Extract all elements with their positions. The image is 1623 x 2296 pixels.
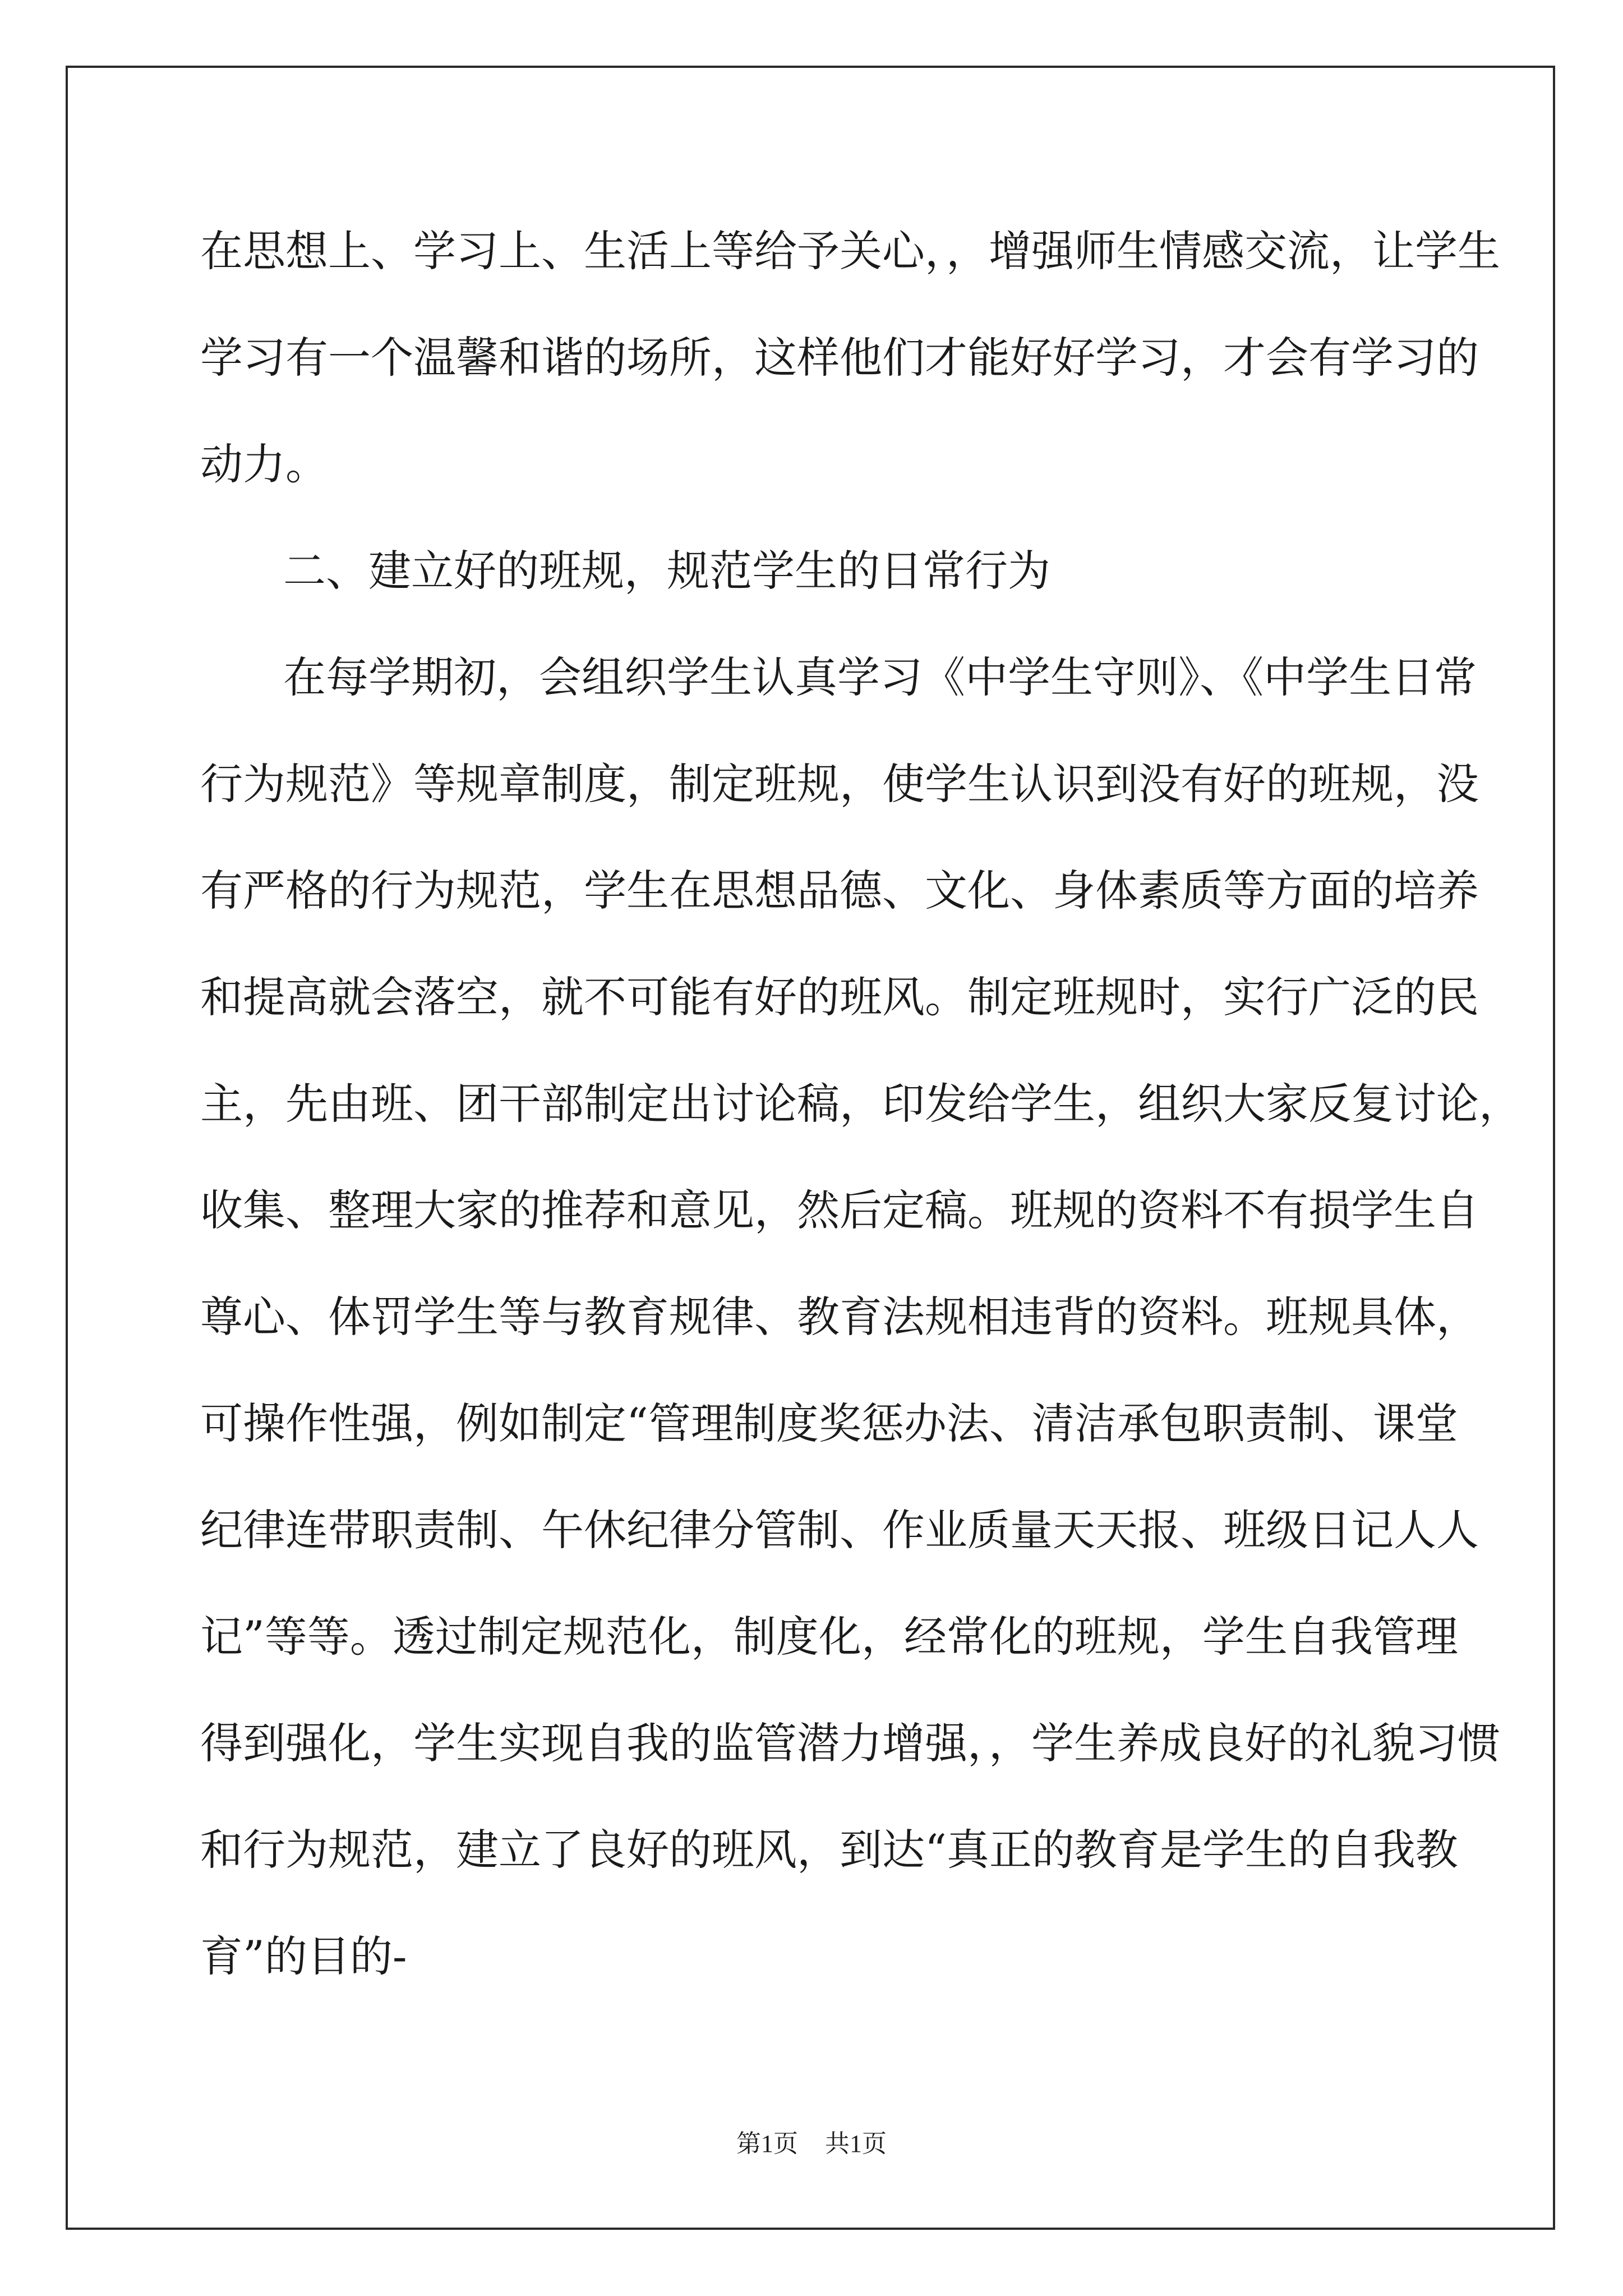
text-line: 有严格的行为规范，学生在思想品德、文化、身体素质等方面的培养: [200, 866, 1479, 915]
page-border: [66, 66, 1555, 2230]
text-line: 纪律连带职责制、午休纪律分管制、作业质量天天报、班级日记人人: [200, 1505, 1479, 1555]
text-line: 和行为规范，建立了良好的班风，到达“真正的教育是学生的自我教: [200, 1825, 1458, 1875]
text-line: 学习有一个温馨和谐的场所，这样他们才能好好学习，才会有学习的: [200, 333, 1479, 383]
text-line: 主，先由班、团干部制定出讨论稿，印发给学生，组织大家反复讨论，: [200, 1079, 1521, 1129]
text-line: 动力。: [200, 439, 328, 489]
text-line: 育”的目的-: [200, 1931, 407, 1981]
text-line: 尊心、体罚学生等与教育规律、教育法规相违背的资料。班规具体，: [200, 1292, 1479, 1342]
text-line: 在每学期初，会组织学生认真学习《中学生守则》、《中学生日常: [283, 652, 1477, 702]
text-line: 可操作性强，例如制定“管理制度奖惩办法、清洁承包职责制、课堂: [200, 1398, 1458, 1448]
page-footer: [0, 2123, 1623, 2159]
page-number: 第1页: [736, 2130, 798, 2157]
text-line: 行为规范》等规章制度，制定班规，使学生认识到没有好的班规，没: [200, 759, 1479, 809]
text-line: 得到强化，学生实现自我的监管潜力增强，，学生养成良好的礼貌习惯: [200, 1718, 1500, 1768]
page-total: 共1页: [825, 2130, 887, 2157]
text-line: 在思想上、学习上、生活上等给予关心，，增强师生情感交流，让学生: [200, 226, 1500, 276]
text-line: 收集、整理大家的推荐和意见，然后定稿。班规的资料不有损学生自: [200, 1185, 1479, 1235]
section-heading: 二、建立好的班规，规范学生的日常行为: [283, 546, 1050, 596]
text-line: 和提高就会落空，就不可能有好的班风。制定班规时，实行广泛的民: [200, 972, 1479, 1022]
text-line: 记”等等。透过制定规范化，制度化，经常化的班规，学生自我管理: [200, 1612, 1458, 1662]
